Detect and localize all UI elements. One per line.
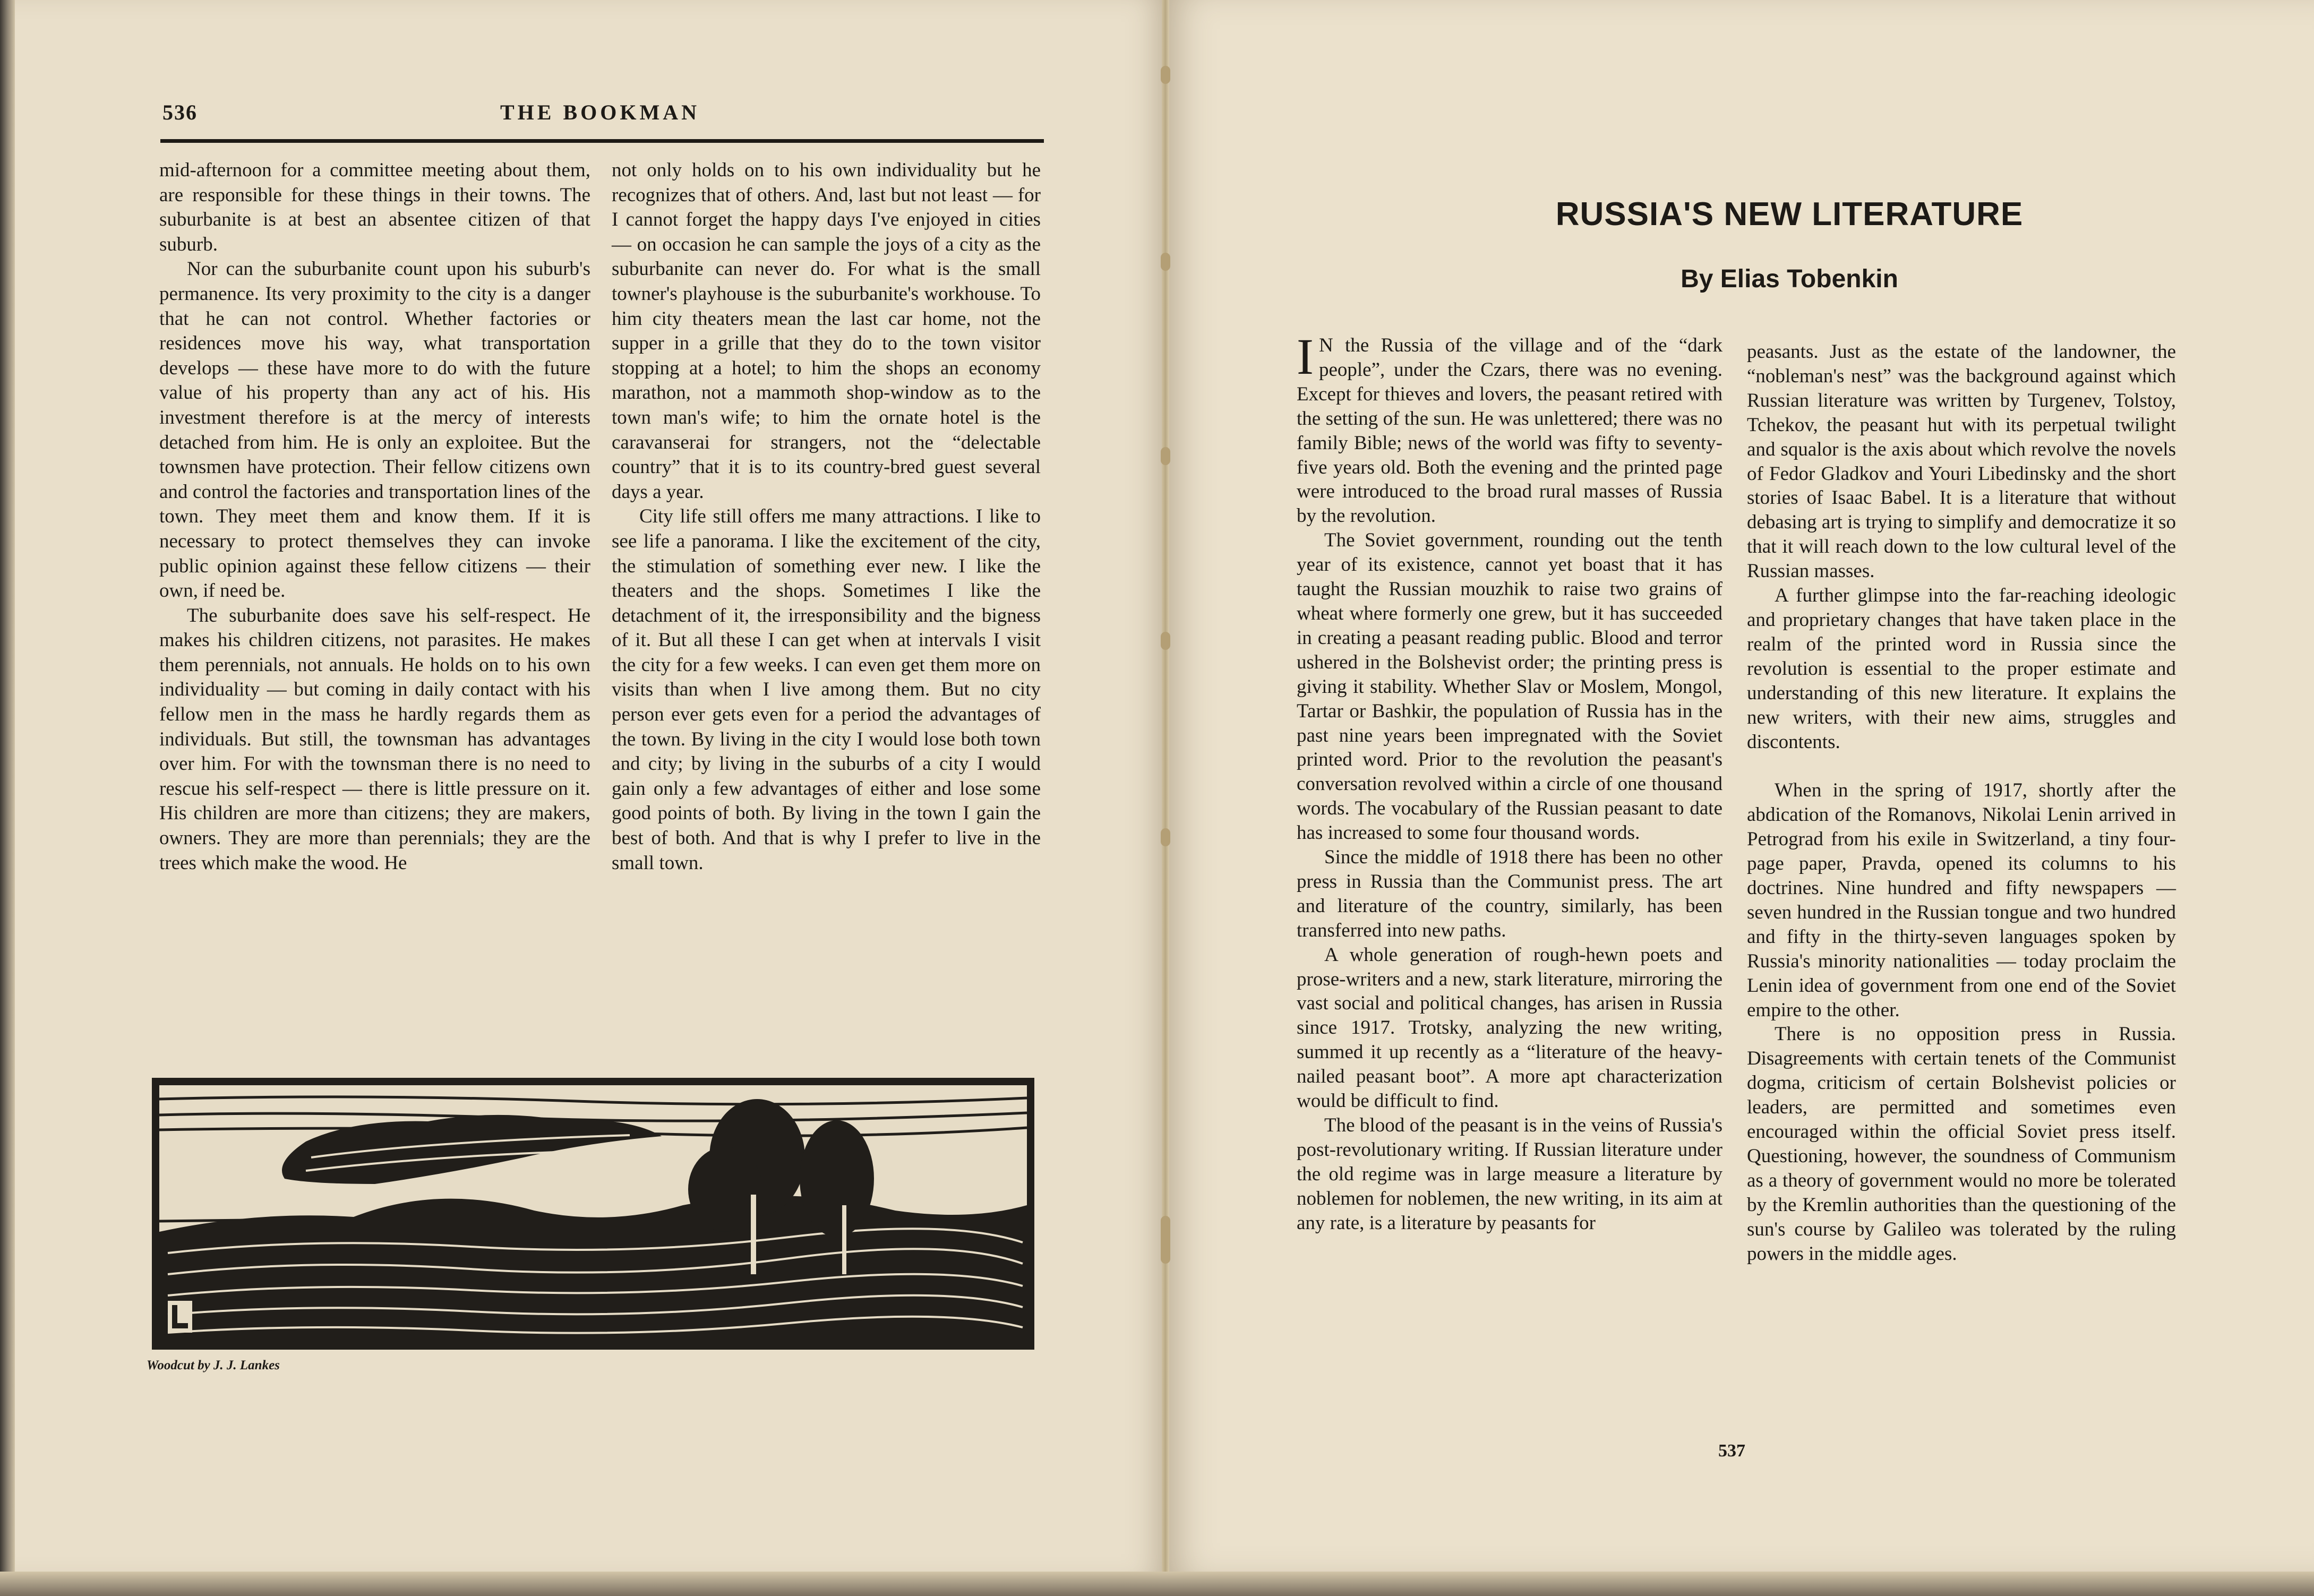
book-left-edge	[0, 0, 15, 1596]
binding-stitch	[1161, 828, 1170, 846]
article-byline: By Elias Tobenkin	[1681, 265, 1898, 293]
paragraph: The Soviet government, rounding out the tenth year of its existence, cannot yet boast that it has taught the Russian mouzhik to raise two grains of wheat where formerly one grew, but it has succeeded in creating a peasant reading public. Blood and terror ushered in the Bolshevist order; the printing press is giving it stability. Whether Slav or Moslem, Mongol, Tartar or Bashkir, the population of Russia has in the past nine years been impregnated with the Soviet printed word. Prior to the revolution the peasant's conversation revolved within a circle of one thousand words. The vocabulary of the Russian peasant to date has increased to some four thousand words.	[1297, 529, 1722, 844]
woodcut-illustration	[152, 1078, 1034, 1350]
paragraph: mid-afternoon for a committee meeting about them, are responsible for these things in their towns. The suburbanite is at best an absentee citizen of that suburb.	[159, 159, 590, 255]
paragraph: not only holds on to his own individuality but he recognizes that of others. And, last but not least — for I cannot forget the happy days I've enjoyed in cities — on occasion he can sample the joys of a city as the suburbanite can never do. For what is the small towner's playhouse is the suburbanite's workhouse. To him city theaters mean the last car home, not the supper in a grille that they do to the town visitor stopping at a hotel; to him the shops an economy marathon, not a mammoth shop-window as to the town man's wife; to him the ornate hotel is the caravanserai for strangers, not the “delectable country” that it is to its country-bred guest several days a year.	[612, 159, 1041, 503]
right-page-number: 537	[1718, 1441, 1745, 1461]
binding-stitch	[1161, 447, 1170, 465]
binding-stitch	[1161, 632, 1170, 650]
left-column-2	[612, 158, 1041, 876]
drop-cap: I	[1297, 328, 1314, 385]
book-bottom-edge	[0, 1572, 2314, 1596]
article-title: RUSSIA'S NEW LITERATURE	[1555, 196, 2024, 233]
binding-stitch	[1161, 1216, 1170, 1264]
binding-stitch	[1161, 66, 1170, 84]
section-break	[1747, 754, 2176, 778]
paragraph: When in the spring of 1917, shortly after the abdication of the Romanovs, Nikolai Lenin arrived in Petrograd from his exile in Switzerland, a tiny four-page paper, Pravda, opened its columns to his doctrines. Nine hundred and fifty newspapers — seven hundred in the Russian tongue and two hundred and fifty in the thirty-seven languages spoken by Russia's minority nationalities — today proclaim the Lenin idea of government from one end of the Soviet empire to the other.	[1747, 779, 2176, 1021]
right-column-2	[1747, 340, 2176, 1266]
paragraph: There is no opposition press in Russia. Disagreements with certain tenets of the Communist dogma, criticism of certain Bolshevist policies or leaders, are permitted and sometimes even encouraged within the official Soviet press itself. Questioning, however, the soundness of Communism as a theory of government would no more be tolerated by the Kremlin authorities than the questioning of the sun's course by Galileo was tolerated by the ruling powers in the middle ages.	[1747, 1023, 2176, 1265]
paragraph: A whole generation of rough-hewn poets and prose-writers and a new, stark literature, mirroring the vast social and political changes, has arisen in Russia since 1917. Trotsky, analyzing the new writing, summed it up recently as a “literature of the heavy-nailed peasant boot”. A more apt characterization would be difficult to find.	[1297, 943, 1722, 1112]
left-page-header	[162, 100, 1043, 123]
paragraph: A further glimpse into the far-reaching ideologic and proprietary changes that have taken place in the realm of the printed word in Russia since the revolution is essential to the proper estimate and understanding of this new literature. It explains the new writers, with their new aims, struggles and discontents.	[1747, 585, 2176, 753]
paragraph: peasants. Just as the estate of the landowner, the “nobleman's nest” was the background against which Russian literature was written by Turgenev, Tolstoy, Tchekov, the peasant hut with its perpetual twilight and squalor is the axis about which revolve the novels of Fedor Gladkov and Youri Libedinsky and the short stories of Isaac Babel. It is a literature that without debasing art is trying to simplify and democratize it so that it will reach down to the low cultural level of the Russian masses.	[1747, 341, 2176, 582]
header-rule	[160, 139, 1044, 143]
binding-stitch	[1161, 253, 1170, 271]
left-page-number: 536	[162, 100, 198, 124]
right-column-1	[1297, 328, 1722, 1235]
running-head: THE BOOKMAN	[500, 100, 700, 124]
left-column-1	[159, 158, 590, 876]
paragraph: N the Russia of the village and of the “dark people”, under the Czars, there was no evening. Except for thieves and lovers, the peasant retired with the setting of the sun. He was unlettered; there was no family Bible; news of the world was fifty to seventy-five years old. Both the evening and the printed page were introduced to the broad rural masses of Russia by the revolution.	[1297, 334, 1722, 527]
paragraph: City life still offers me many attractions. I like to see life a panorama. I like the excitement of the city, the stimulation of something ever new. I like the theaters and the shops. Sometimes I like the detachment of it, the irresponsibility and the bigness of it. But all these I can get when at intervals I visit the city for a few weeks. I can even get them more on visits than when I live among them. But no city person ever gets even for a period the advantages of the town. By living in the city I would lose both town and city; by living in the suburbs of a city I would gain only a few advantages of either and lose some good points of both. By living in the town I gain the best of both. And that is why I prefer to live in the small town.	[612, 505, 1041, 874]
book-gutter	[1162, 0, 1169, 1596]
paragraph: The suburbanite does save his self-respect. He makes his children citizens, not parasites. He makes them perennials, not annuals. He holds on to his own individuality — but coming in daily contact with his fellow men in the mass he hardly regards them as individuals. But still, the townsman has advantages over him. For with the townsman there is no need to rescue his self-respect — there is little pressure on it. His children are more than citizens; they are makers, owners. They are more than perennials; they are the trees which make the wood. He	[159, 604, 590, 874]
paragraph: The blood of the peasant is in the veins of Russia's post-revolutionary writing. If Russian literature under the old regime was in large measure a literature by noblemen for noblemen, the new writing, in its aim at any rate, is a literature by peasants for	[1297, 1114, 1722, 1234]
paragraph: Nor can the suburbanite count upon his suburb's permanence. Its very proximity to the city is a danger that he can not control. Whether factories or residences move his way, what transportation develops — these have more to do with the future value of his property than any act of his. His investment therefore is at the mercy of interests detached from him. He is only an exploitee. But the townsmen have protection. Their fellow citizens own and control the factories and transportation lines of the town. They meet them and know them. If it is necessary to protect themselves they can invoke public opinion against these fellow citizens — their own, if need be.	[159, 258, 590, 602]
woodcut-caption: Woodcut by J. J. Lankes	[147, 1358, 280, 1372]
landscape-woodcut-image	[152, 1078, 1034, 1350]
paragraph: Since the middle of 1918 there has been no other press in Russia than the Communist press. The art and literature of the country, similarly, has been transferred into new paths.	[1297, 846, 1722, 941]
